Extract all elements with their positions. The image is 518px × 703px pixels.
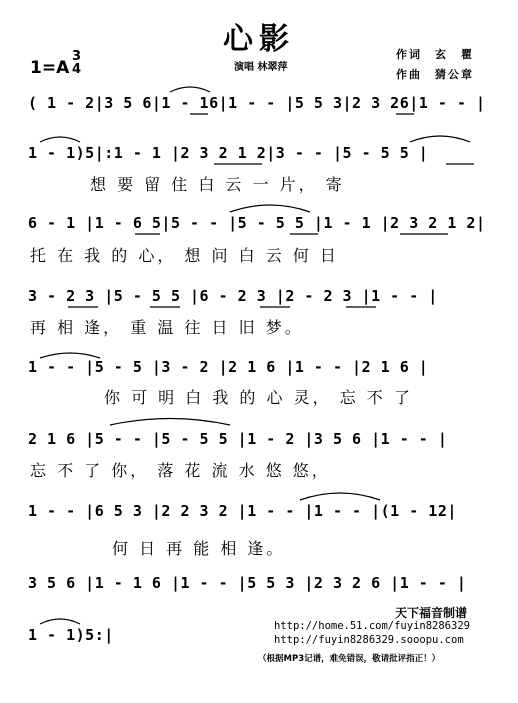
lyricist-credit: 作词 玄 瞿 (396, 48, 474, 61)
notation-line-3: 6 - 1 |1 - 6 5|5 - - |5 - 5 5 |1 - 1 |2 3 2 1 2| (28, 214, 486, 232)
notation-line-6: 2 1 6 |5 - - |5 - 5 5 |1 - 2 |3 5 6 |1 - - | (28, 430, 448, 448)
website-url-1[interactable]: http://home.51.com/fuyin8286329 (274, 620, 470, 632)
singer-credit: 演唱 林翠萍 (234, 62, 288, 73)
lyrics-line-4: 再 相 逢， 重 温 往 日 旧 梦。 (30, 318, 304, 337)
lyrics-line-3: 托 在 我 的 心， 想 问 白 云 何 日 (30, 246, 339, 265)
notation-line-5: 1 - - |5 - 5 |3 - 2 |2 1 6 |1 - - |2 1 6 | (28, 358, 429, 376)
notation-line-4: 3 - 2 3 |5 - 5 5 |6 - 2 3 |2 - 2 3 |1 - - | (28, 287, 438, 305)
publisher-brand: 天下福音制谱 (395, 606, 468, 620)
lyrics-line-7: 何 日 再 能 相 逢。 (112, 539, 286, 558)
notation-line-8: 3 5 6 |1 - 1 6 |1 - - |5 5 3 |2 3 2 6 |1 - - | (28, 574, 467, 592)
notation-line-2: 1 - 1)5|:1 - 1 |2 3 2 1 2|3 - - |5 - 5 5 | (28, 144, 429, 162)
lyrics-line-5: 你 可 明 白 我 的 心 灵， 忘 不 了 (104, 388, 413, 407)
notation-line-9: 1 - 1)5:| (28, 626, 114, 644)
transcription-notice: （根据MP3记谱，难免错误，敬请批评指正！） (258, 654, 441, 664)
meter-bottom: 4 (72, 62, 82, 77)
key-signature: 1=A (30, 58, 70, 78)
lyrics-line-6: 忘 不 了 你， 落 花 流 水 悠 悠， (30, 461, 331, 480)
song-title: 心影 (223, 22, 295, 57)
notation-line-1: ( 1 - 2|3 5 6|1 - 16|1 - - |5 5 3|2 3 26|1 - - | (28, 94, 486, 112)
lyrics-line-2: 想 要 留 住 白 云 一 片， 寄 (90, 175, 345, 194)
composer-credit: 作曲 猜公章 (396, 68, 474, 81)
website-url-2[interactable]: http://fuyin8286329.sooopu.com (274, 634, 464, 646)
notation-line-7: 1 - - |6 5 3 |2 2 3 2 |1 - - |1 - - |(1 - 12| (28, 502, 457, 520)
meter-top: 3 (72, 49, 82, 64)
